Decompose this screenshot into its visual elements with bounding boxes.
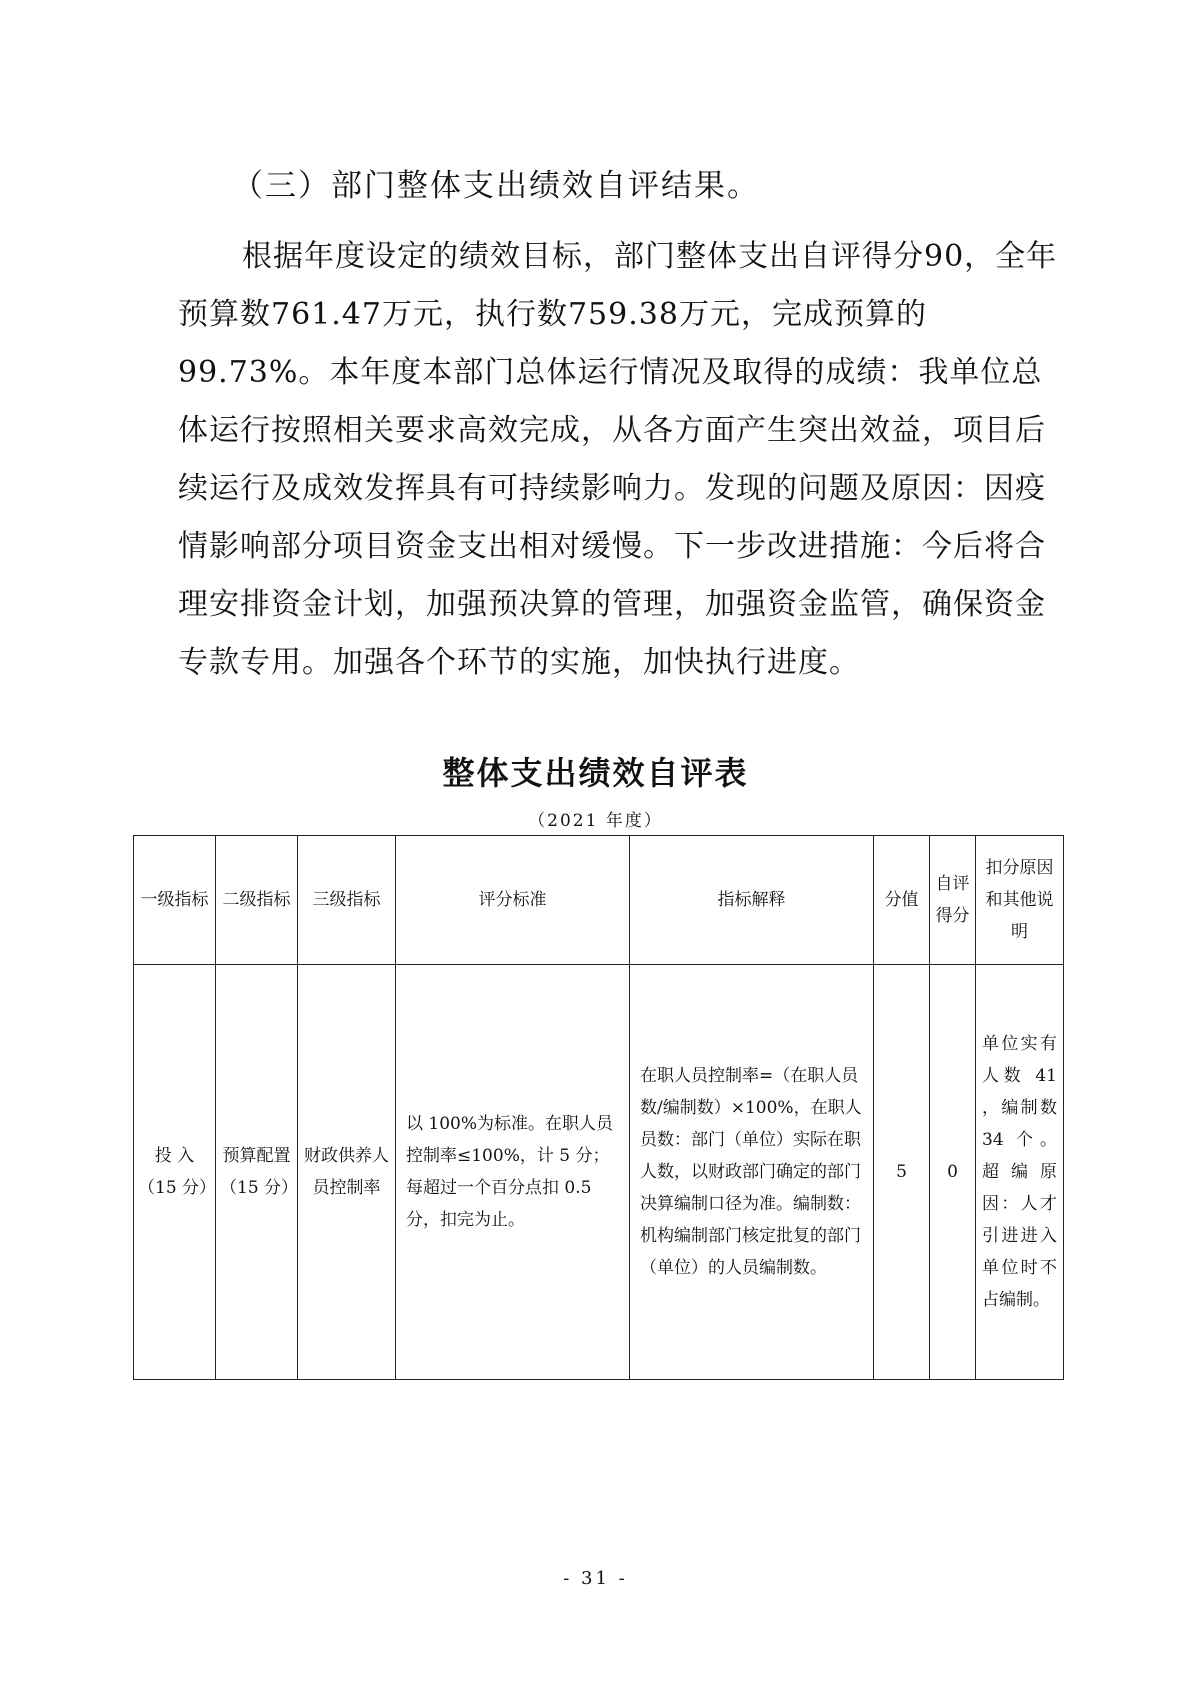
header-self-score: 自评得分	[930, 836, 976, 965]
cell-level2: 预算配置（15 分）	[216, 965, 298, 1380]
body-paragraph-block	[178, 228, 1058, 692]
header-score: 分值	[874, 836, 930, 965]
cell-self-score: 0	[930, 965, 976, 1380]
header-criteria: 评分标准	[396, 836, 630, 965]
cell-level1: 投 入（15 分）	[134, 965, 216, 1380]
page-number: - 31 -	[563, 1568, 628, 1589]
header-level1: 一级指标	[134, 836, 216, 965]
table-title: 整体支出绩效自评表	[442, 754, 749, 792]
cell-level3: 财政供养人员控制率	[298, 965, 396, 1380]
cell-explanation: 在职人员控制率=（在职人员数/编制数）×100%，在职人员数：部门（单位）实际在职人数，以财政部门确定的部门决算编制口径为准。编制数：机构编制部门核定批复的部门（单位）的人员编制数。	[630, 965, 874, 1380]
header-level2: 二级指标	[216, 836, 298, 965]
cell-deduction-notes: 单位实有人数 41 ，编制数 34 个。超编原因：人才引进进入单位时不占编制。	[976, 965, 1064, 1380]
section-heading: （三）部门整体支出绩效自评结果。	[232, 168, 760, 204]
performance-evaluation-table	[133, 835, 1064, 1380]
cell-criteria: 以 100%为标准。在职人员控制率≤100%，计 5 分；每超过一个百分点扣 0.5 分，扣完为止。	[396, 965, 630, 1380]
header-deduction-notes: 扣分原因和其他说明	[976, 836, 1064, 965]
table-year: （2021 年度）	[528, 811, 663, 831]
body-paragraph: 根据年度设定的绩效目标，部门整体支出自评得分90，全年预算数761.47万元，执行数759.38万元，完成预算的 99.73%。本年度本部门总体运行情况及取得的成绩：我单位总体运行按照相关要求高效完成，从各方面产生突出效益，项目后续运行及成效发挥具有可持续影响力。发现的问题及原因：因疫情影响部分项目资金支出相对缓慢。下一步改进措施：今后将合理安排资金计划，加强预决算的管理，加强资金监管，确保资金专款专用。加强各个环节的实施，加快执行进度。	[178, 239, 1058, 680]
cell-score: 5	[874, 965, 930, 1380]
table-row	[134, 965, 1064, 1380]
header-explanation: 指标解释	[630, 836, 874, 965]
header-level3: 三级指标	[298, 836, 396, 965]
table-header-row	[134, 836, 1064, 965]
